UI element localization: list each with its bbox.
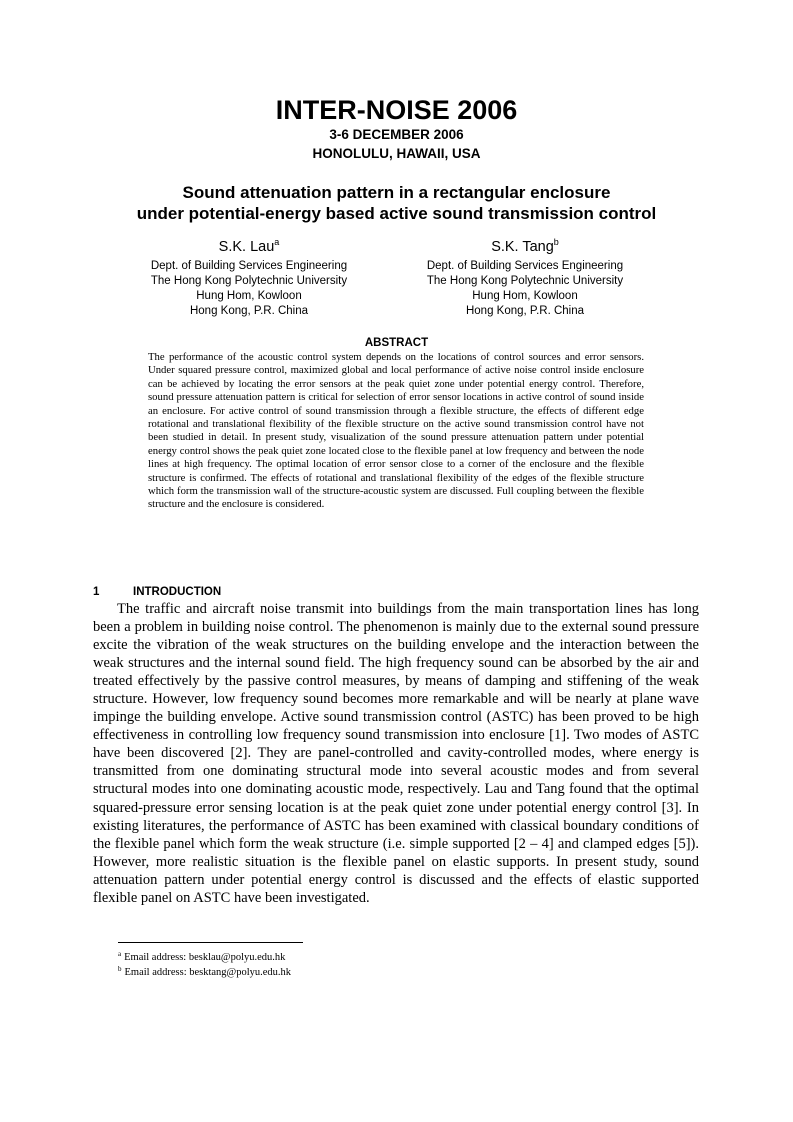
footnote-mark: a bbox=[118, 949, 122, 958]
section-title: INTRODUCTION bbox=[133, 586, 222, 598]
author-city: Hong Kong, P.R. China bbox=[465, 305, 585, 317]
paper-title-line-2: under potential-energy based active sound transmission control bbox=[136, 204, 657, 223]
conference-dates: 3-6 DECEMBER 2006 bbox=[329, 127, 464, 142]
abstract-body: The performance of the acoustic control system depends on the locations of control sources and error sensors. Under squared pressure control, maximized global and local performance of active noise control inside enclosure can be achieved by locating the error sensors at the peak quiet zone under potential energy control. Therefore, sound pressure attenuation pattern is critical for selection of error sensor locations in active control of sound inside an enclosure. For active control of sound transmission through a flexible structure, the effects of different edge rotational and translational flexibility of the flexible structure on the active sound transmission control have not been studied in detail. In present study, visualization of the sound pressure attenuation pattern under potential energy control shows the peak quiet zone located close to the flexible panel at low frequency and between the node lines at high frequency. The optimal location of error sensor close to a corner of the enclosure and the flexible structure is confirmed. The effects of rotational and translational flexibility of the edges of the flexible structure which form the transmission wall of the structure-acoustic system are discussed. Full coupling between the flexible structure and the enclosure is considered. bbox=[148, 351, 644, 511]
author-university: The Hong Kong Polytechnic University bbox=[426, 275, 624, 287]
footnote-email-lau bbox=[118, 951, 285, 964]
conference-location: HONOLULU, HAWAII, USA bbox=[312, 146, 481, 161]
author-block-tang bbox=[375, 238, 675, 319]
author-university: The Hong Kong Polytechnic University bbox=[150, 275, 348, 287]
section-number: 1 bbox=[93, 586, 100, 598]
author-department: Dept. of Building Services Engineering bbox=[426, 260, 624, 272]
author-department: Dept. of Building Services Engineering bbox=[150, 260, 348, 272]
author-name: S.K. Tang bbox=[491, 239, 554, 255]
author-footnote-mark: a bbox=[274, 237, 280, 248]
section-heading-introduction bbox=[93, 585, 221, 599]
author-block-lau bbox=[99, 238, 399, 319]
paper-title bbox=[0, 182, 793, 224]
introduction-body: The traffic and aircraft noise transmit into buildings from the main transportation lines has long been a problem in building noise control. The phenomenon is mainly due to the external sound pressure excite the vibration of the weak structures on the building envelope and the interaction between the weak structures and the internal sound field. The high frequency sound can be absorbed by the air and treated effectively by the passive control measures, by means of damping and stiffening of the weak structure. However, low frequency sound becomes more remarkable and will be nearly at plane wave impinge the building envelope. Active sound transmission control (ASTC) has been proved to be high effectiveness in controlling low frequency sound transmission into enclosure [1]. Two modes of ASTC have been discovered [2]. They are panel-controlled and cavity-controlled modes, where energy is transmitted from one dominating structural mode into several acoustic modes and from several structural modes into one dominating acoustic mode, respectively. Lau and Tang found that the optimal squared-pressure error sensing location is at the peak quiet zone under potential energy control [3]. In existing literatures, the performance of ASTC has been examined with classical boundary conditions of the flexible panel which form the weak structure (i.e. simple supported [2 – 4] and clamped edges [5]). However, more realistic situation is the flexible panel on elastic supports. In present study, sound attenuation pattern under potential energy control is discussed and the effects of elastic supported flexible panel on ASTC have been investigated. bbox=[93, 601, 699, 906]
conference-title: INTER-NOISE 2006 bbox=[275, 95, 518, 125]
footnote-text: Email address: besktang@polyu.edu.hk bbox=[124, 967, 292, 978]
footnote-text: Email address: besklau@polyu.edu.hk bbox=[124, 952, 286, 963]
author-name: S.K. Lau bbox=[218, 239, 275, 255]
footnote-mark: b bbox=[118, 964, 122, 973]
author-name-line bbox=[375, 238, 675, 256]
footnote-divider bbox=[118, 942, 303, 943]
footnote-email-tang bbox=[118, 966, 291, 979]
author-district: Hung Hom, Kowloon bbox=[472, 290, 578, 302]
author-name-line bbox=[99, 238, 399, 256]
author-city: Hong Kong, P.R. China bbox=[189, 305, 309, 317]
author-footnote-mark: b bbox=[553, 237, 559, 248]
author-district: Hung Hom, Kowloon bbox=[196, 290, 302, 302]
paper-title-line-1: Sound attenuation pattern in a rectangular enclosure bbox=[182, 183, 611, 202]
abstract-heading: ABSTRACT bbox=[364, 337, 429, 349]
